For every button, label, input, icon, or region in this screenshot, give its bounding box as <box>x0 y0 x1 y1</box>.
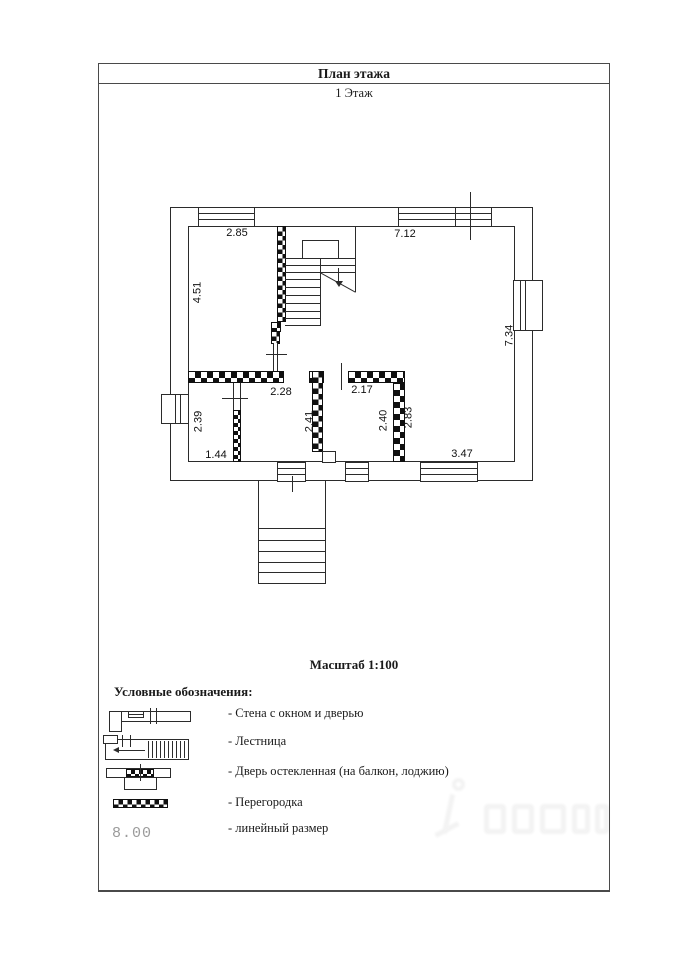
extension-line <box>341 363 342 390</box>
window-top-left-icon <box>198 207 255 227</box>
watermark <box>428 772 618 864</box>
dimension-label: 1.44 <box>205 449 227 461</box>
watermark-text-block <box>484 804 506 834</box>
partition-horizontal-1 <box>188 371 284 383</box>
legend-label: - линейный размер <box>228 821 329 835</box>
legend-label: - Дверь остекленная (на балкон, лоджию) <box>228 764 449 778</box>
dimension-label: 7.12 <box>394 228 416 240</box>
partition-icon <box>113 799 168 808</box>
title-bar <box>98 63 610 84</box>
partition-vertical-1 <box>233 410 241 462</box>
window-left-icon <box>161 394 189 424</box>
window-right-icon <box>513 280 543 331</box>
dimension-label: 4.51 <box>191 281 204 304</box>
legend-title: Условные обозначения: <box>114 684 253 699</box>
window-top-right-icon <box>398 207 492 227</box>
watermark-text-block <box>540 804 566 834</box>
dimension-label: 2.28 <box>270 386 292 398</box>
watermark-figure-icon <box>452 778 465 791</box>
dimension-label: 2.41 <box>303 410 316 433</box>
dimension-label: 2.40 <box>377 409 390 432</box>
watermark-text-block <box>595 804 609 834</box>
dimension-label: 7.34 <box>503 324 516 347</box>
legend-label: - Стена с окном и дверью <box>228 706 364 720</box>
window-bottom-3-icon <box>420 462 478 482</box>
window-bottom-2-icon <box>345 462 369 482</box>
dimension-label: 2.83 <box>402 406 415 429</box>
dimension-sample: 8.00 <box>112 825 153 842</box>
stair-down-arrow <box>338 268 339 282</box>
watermark-text-block <box>572 804 590 834</box>
extension-line <box>470 192 471 240</box>
partition-horizontal-3 <box>348 371 405 383</box>
legend-label: - Лестница <box>228 734 287 748</box>
extension-line <box>292 476 293 492</box>
arrow-head-icon <box>335 281 343 287</box>
dimension-label: 2.39 <box>192 410 205 433</box>
page-title: План этажа <box>318 66 390 81</box>
page-subtitle: 1 Этаж <box>335 86 373 100</box>
door-opening <box>233 383 241 411</box>
dimension-label: 3.47 <box>451 448 473 460</box>
scale-label: Масштаб 1:100 <box>309 657 399 672</box>
legend-label: - Перегородка <box>228 795 303 809</box>
extension-line <box>222 398 248 399</box>
dimension-label: 2.85 <box>226 227 248 239</box>
watermark-text-block <box>512 804 534 834</box>
door-leaf <box>322 451 336 463</box>
dimension-label: 2.17 <box>351 384 373 396</box>
